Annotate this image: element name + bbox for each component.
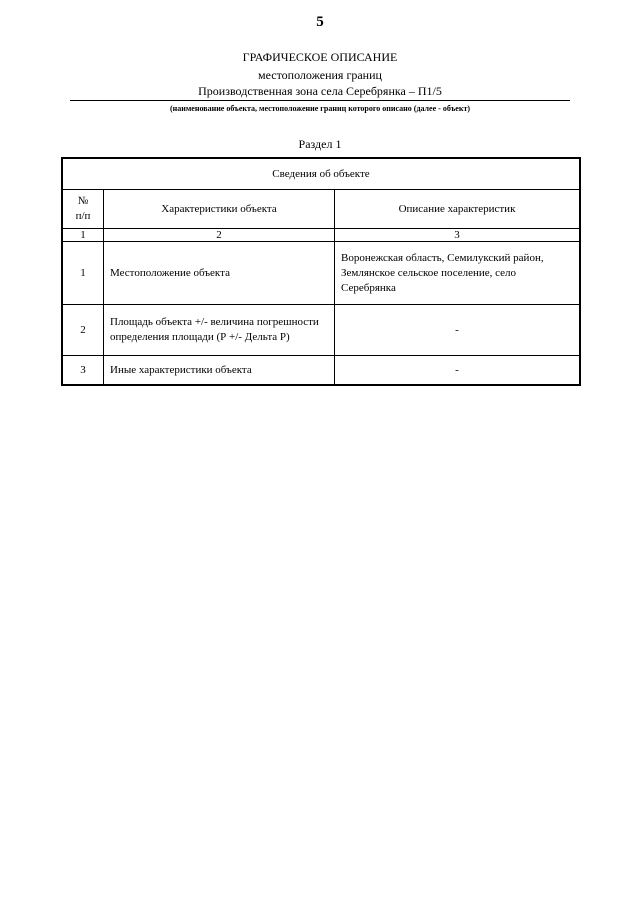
row-characteristic: Местоположение объекта: [104, 242, 335, 305]
header-description: Описание характеристик: [335, 190, 581, 229]
row-num: 2: [62, 305, 104, 356]
table-title-row: [62, 158, 580, 190]
row-characteristic: Площадь объекта +/- величина погрешности определения площади (Р +/- Дельта Р): [104, 305, 335, 356]
row-value: Воронежская область, Семилукский район, Землянское сельское поселение, село Серебрянка: [335, 242, 581, 305]
index-cell: 3: [335, 229, 581, 242]
document-title: ГРАФИЧЕСКОЕ ОПИСАНИЕ: [242, 50, 398, 64]
row-characteristic: Иные характеристики объекта: [104, 356, 335, 386]
table-index-row: [62, 229, 580, 242]
row-num: 1: [62, 242, 104, 305]
table-header-row: [62, 190, 580, 229]
object-info-table: [61, 157, 581, 386]
object-name-caption: (наименование объекта, местоположение границ которого описано (далее - объект): [169, 104, 471, 113]
table-row: [62, 356, 580, 386]
index-cell: 1: [62, 229, 104, 242]
row-value: -: [335, 356, 581, 386]
header-characteristic: Характеристики объекта: [104, 190, 335, 229]
page-number: 5: [316, 14, 324, 30]
table-title: Сведения об объекте: [62, 158, 580, 190]
row-value: -: [335, 305, 581, 356]
table-row: [62, 305, 580, 356]
document-subtitle: местоположения границ: [258, 68, 382, 82]
underline-rule: [70, 100, 570, 101]
header-num: № п/п: [62, 190, 104, 229]
index-cell: 2: [104, 229, 335, 242]
table-row: [62, 242, 580, 305]
row-num: 3: [62, 356, 104, 386]
object-name: Производственная зона села Серебрянка – П1/5: [198, 84, 442, 98]
section-title: Раздел 1: [298, 137, 342, 151]
